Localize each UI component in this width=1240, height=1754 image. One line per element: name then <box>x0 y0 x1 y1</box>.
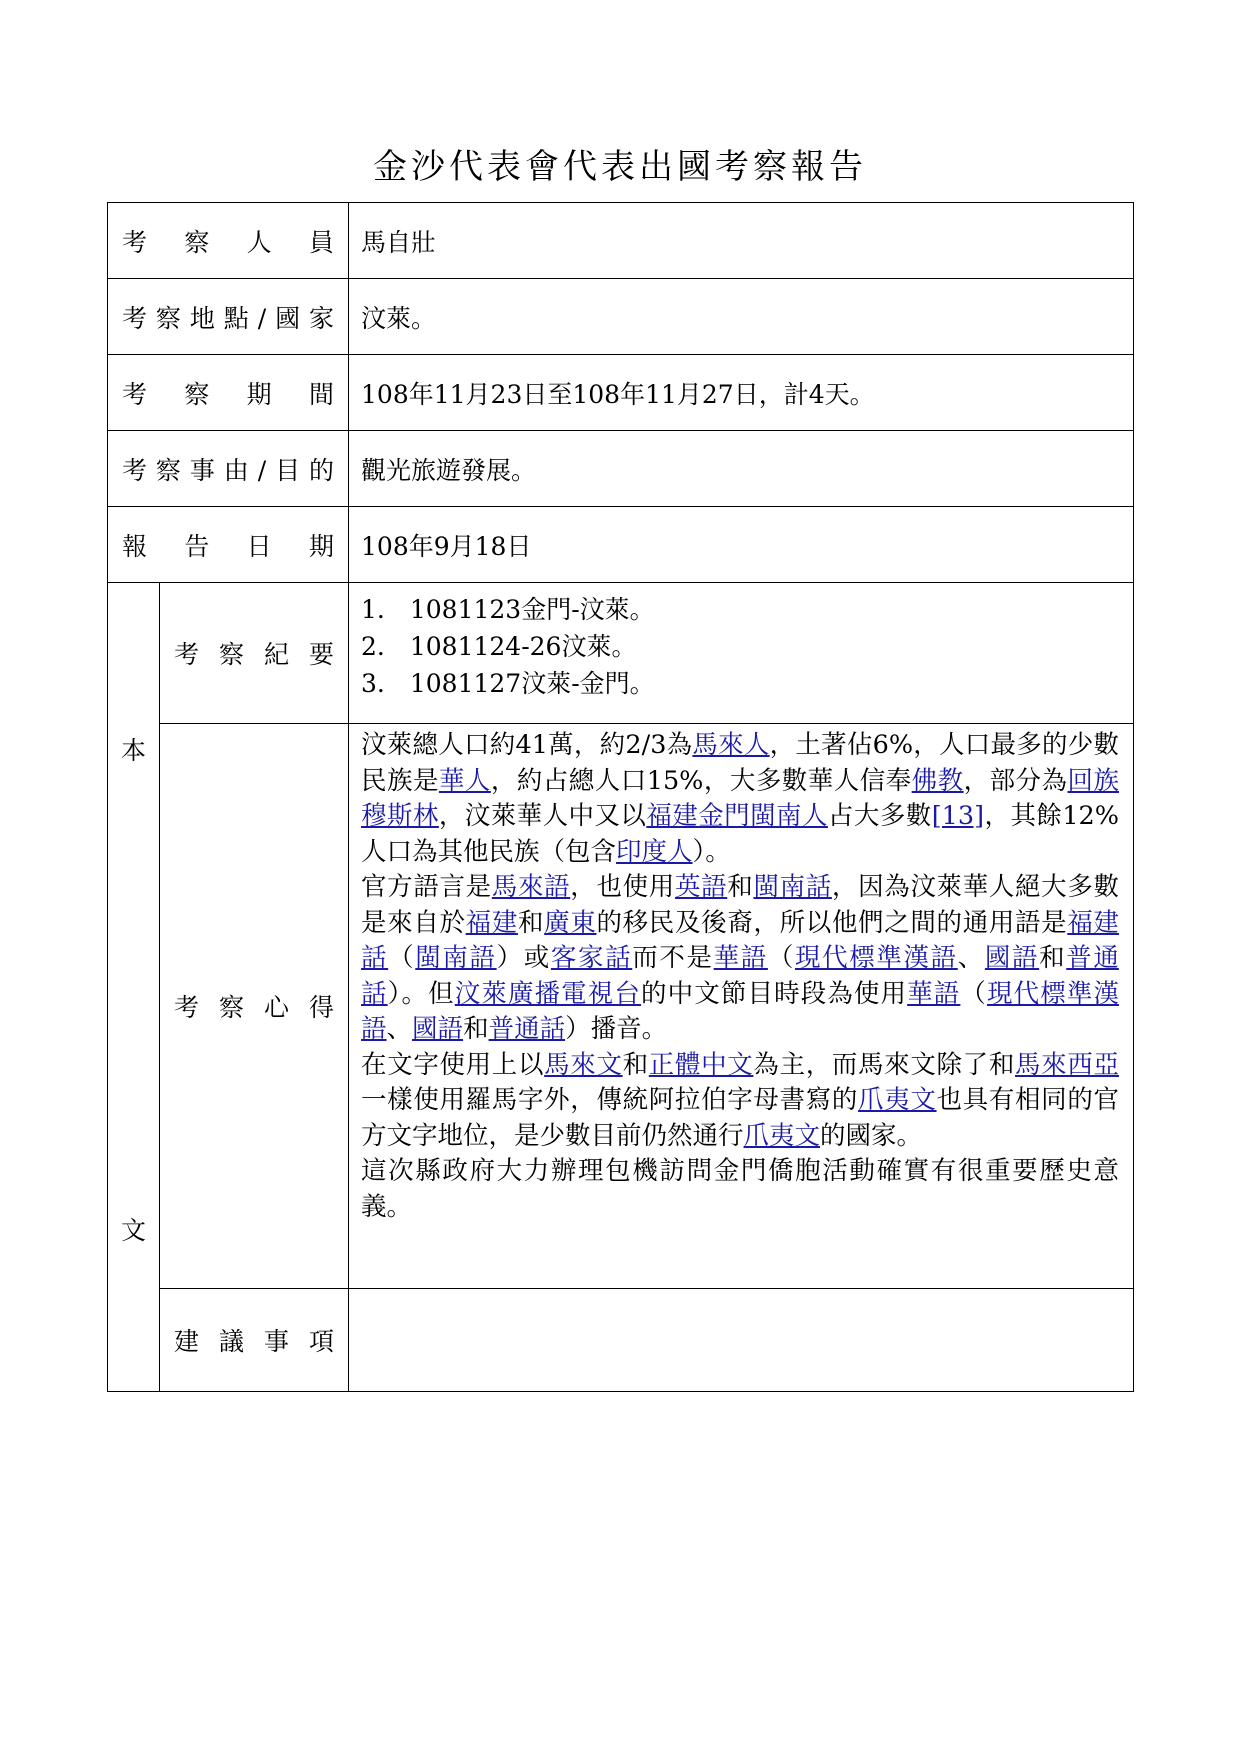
report-date-value: 108年9月18日 <box>349 507 1134 583</box>
wiki-link[interactable]: 客家話 <box>550 943 633 973</box>
text-run: ，土著佔6%，人口最多的少數民族是 <box>361 730 1119 796</box>
wiki-link[interactable]: 汶萊廣播電視台 <box>454 978 642 1009</box>
text-run: 汶萊總人口約41萬，約2/3為 <box>361 730 693 760</box>
text-run: 而不是 <box>632 943 714 973</box>
insights-row <box>108 724 1134 1289</box>
text-run: 、 <box>386 1014 413 1044</box>
text-run: 和 <box>1039 943 1067 973</box>
report-table <box>107 202 1134 1392</box>
report-date-label: 報告日期 <box>108 507 349 583</box>
text-run: （ <box>960 978 988 1009</box>
wiki-link[interactable]: [13] <box>931 801 985 831</box>
purpose-value: 觀光旅遊發展。 <box>349 431 1134 507</box>
location-row <box>108 279 1134 355</box>
wiki-link[interactable]: 閩南話 <box>753 872 832 902</box>
wiki-link[interactable]: 現代標準漢語 <box>795 943 958 973</box>
wiki-link[interactable]: 爪夷文 <box>858 1085 937 1115</box>
personnel-value: 馬自壯 <box>349 203 1134 279</box>
insights-paragraph-3 <box>361 1048 1119 1155</box>
insights-value <box>349 724 1134 1289</box>
body-label-bottom: 文 <box>120 1216 146 1245</box>
body-section-label <box>108 583 160 1392</box>
insights-label: 考察心得 <box>160 724 349 1289</box>
wiki-link[interactable]: 佛教 <box>911 765 964 796</box>
period-label: 考察期間 <box>108 355 349 431</box>
personnel-label: 考察人員 <box>108 203 349 279</box>
report-date-row <box>108 507 1134 583</box>
text-run: 的國家。 <box>820 1120 923 1151</box>
body-label-top: 本 <box>120 736 146 765</box>
wiki-link[interactable]: 國語 <box>412 1014 464 1044</box>
text-run: 和 <box>727 872 754 902</box>
summary-item: 1. 1081123金門-汶萊。 <box>361 595 655 624</box>
page-title: 金沙代表會代表出國考察報告 <box>373 147 867 187</box>
suggestions-value <box>349 1289 1134 1392</box>
text-run: 和 <box>517 907 545 938</box>
wiki-link[interactable]: 華語 <box>713 943 768 973</box>
summary-item: 3. 1081127汶萊-金門。 <box>361 669 655 698</box>
purpose-label: 考察事由/目的 <box>108 431 349 507</box>
wiki-link[interactable]: 爪夷文 <box>743 1120 821 1151</box>
wiki-link[interactable]: 馬來西亞 <box>1015 1049 1119 1080</box>
wiki-link[interactable]: 馬來文 <box>544 1049 623 1080</box>
text-run: 的中文節目時段為使用 <box>641 978 908 1009</box>
summary-list <box>349 583 1133 702</box>
text-run: 為主，而馬來文除了和 <box>753 1049 1015 1080</box>
text-run: （ <box>388 943 416 973</box>
purpose-row <box>108 431 1134 507</box>
text-run: 官方語言是 <box>361 872 492 902</box>
text-run: ，其餘12%人口為其他民族（包含 <box>361 801 1119 867</box>
wiki-link[interactable]: 華人 <box>438 765 491 796</box>
text-run: ，也使用 <box>570 872 675 902</box>
text-run: ）播音。 <box>565 1014 668 1044</box>
wiki-link[interactable]: 華語 <box>907 978 961 1009</box>
text-run: 和 <box>622 1049 649 1080</box>
text-run: ）。 <box>692 836 731 867</box>
period-row <box>108 355 1134 431</box>
text-run: 一樣使用羅馬字外，傳統阿拉伯字母書寫的 <box>361 1085 859 1115</box>
wiki-link[interactable]: 正體中文 <box>648 1049 754 1080</box>
summary-row <box>108 583 1134 724</box>
suggestions-row <box>108 1289 1134 1392</box>
text-run: ，約占總人口15%，大多數華人信奉 <box>490 765 912 796</box>
wiki-link[interactable]: 福建話 <box>361 907 1119 973</box>
wiki-link[interactable]: 印度人 <box>616 836 693 867</box>
wiki-link[interactable]: 回族穆斯林 <box>361 765 1119 831</box>
insights-paragraph-1 <box>361 728 1119 870</box>
wiki-link[interactable]: 閩南語 <box>415 943 497 973</box>
text-run: ，因為汶萊華人絕大多數是來自於 <box>361 872 1119 938</box>
text-run: ）。但 <box>387 978 455 1009</box>
text-run: 也具有相同的官方文字地位，是少數目前仍然通行 <box>361 1085 1119 1151</box>
text-run: 和 <box>463 1014 489 1044</box>
location-value: 汶萊。 <box>349 279 1134 355</box>
wiki-link[interactable]: 現代標準漢語 <box>361 978 1119 1044</box>
text-run: ）或 <box>496 943 551 973</box>
wiki-link[interactable]: 普通話 <box>361 943 1119 1009</box>
suggestions-label: 建議事項 <box>160 1289 349 1392</box>
wiki-link[interactable]: 福建 <box>465 907 518 938</box>
summary-label: 考察紀要 <box>160 583 349 724</box>
wiki-link[interactable]: 馬來語 <box>491 872 571 902</box>
wiki-link[interactable]: 英語 <box>674 872 728 902</box>
personnel-row <box>108 203 1134 279</box>
summary-item: 2. 1081124-26汶萊。 <box>361 632 637 661</box>
text-run: ，汶萊華人中又以 <box>438 801 647 831</box>
text-run: 、 <box>957 943 985 973</box>
text-run: 在文字使用上以 <box>361 1049 545 1080</box>
wiki-link[interactable]: 廣東 <box>544 907 597 938</box>
period-value: 108年11月23日至108年11月27日，計4天。 <box>349 355 1134 431</box>
text-run: （ <box>767 943 796 973</box>
insights-paragraph-4: 這次縣政府大力辦理包機訪問金門僑胞活動確實有很重要歷史意義。 <box>361 1156 1120 1222</box>
insights-paragraph-2 <box>361 870 1119 1048</box>
wiki-link[interactable]: 普通話 <box>488 1014 566 1044</box>
text-run: ，部分為 <box>963 765 1068 796</box>
wiki-link[interactable]: 馬來人 <box>692 730 770 760</box>
text-run: 占大多數 <box>827 801 932 831</box>
wiki-link[interactable]: 福建金門閩南人 <box>646 801 828 831</box>
location-label: 考察地點/國家 <box>108 279 349 355</box>
text-run: 的移民及後裔，所以他們之間的通用語是 <box>596 907 1068 938</box>
summary-value <box>349 583 1134 724</box>
wiki-link[interactable]: 國語 <box>984 943 1040 973</box>
